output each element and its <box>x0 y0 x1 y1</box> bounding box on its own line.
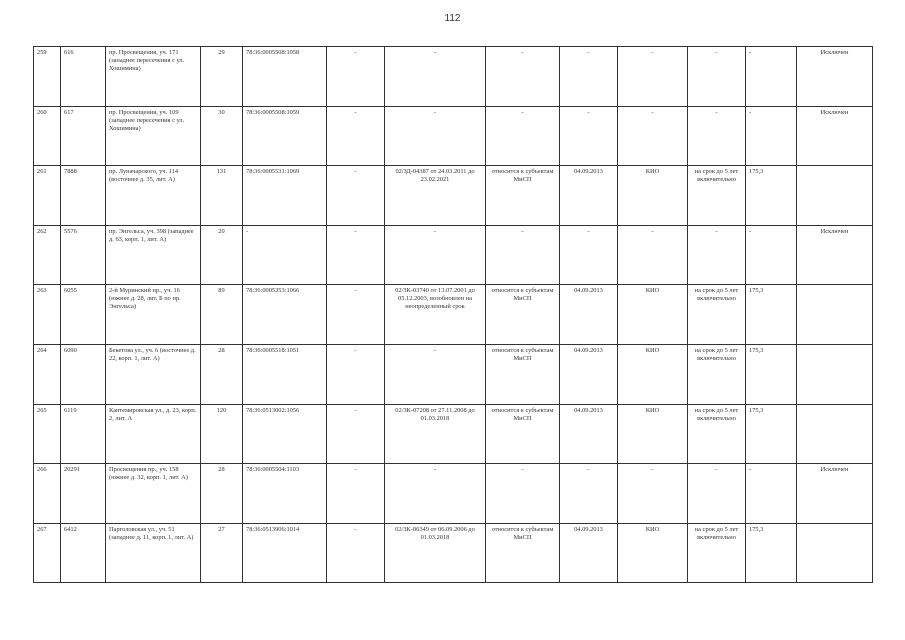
note-cell: Исключен <box>797 106 873 166</box>
object-id-cell: 6090 <box>61 344 106 404</box>
note-cell <box>797 166 873 226</box>
lease-contract-cell: - <box>385 47 486 107</box>
row-number-cell: 263 <box>34 285 61 345</box>
column-6-cell: - <box>327 166 385 226</box>
rate-cell: - <box>746 47 797 107</box>
registry-table <box>33 46 873 583</box>
date-cell: - <box>560 106 618 166</box>
date-cell: - <box>560 464 618 524</box>
lease-term-cell: - <box>688 106 746 166</box>
cadastral-number-cell: 78:36:0005518:1051 <box>243 344 327 404</box>
date-cell: - <box>560 47 618 107</box>
object-id-cell: 6055 <box>61 285 106 345</box>
object-id-cell: 7888 <box>61 166 106 226</box>
object-id-cell: 20291 <box>61 464 106 524</box>
object-id-cell: 6119 <box>61 404 106 464</box>
lease-contract-cell: - <box>385 106 486 166</box>
date-cell: 04.09.2013 <box>560 344 618 404</box>
column-6-cell: - <box>327 225 385 285</box>
authority-cell: - <box>618 225 688 285</box>
rate-cell: 175,3 <box>746 166 797 226</box>
smb-status-cell: относится к субъектам МиСП <box>486 404 560 464</box>
row-number-cell: 267 <box>34 523 61 583</box>
column-6-cell: - <box>327 285 385 345</box>
cadastral-number-cell: 78:36:0005531:1069 <box>243 166 327 226</box>
cadastral-number-cell: 78:36:0005508:1058 <box>243 47 327 107</box>
area-cell: 27 <box>201 523 243 583</box>
address-cell: Бекетова ул., уч. 6 (восточнее д. 22, корп. 1, лит. А) <box>106 344 201 404</box>
table-row <box>34 47 873 107</box>
address-cell: 2-й Муринский пр., уч. 16 (южнее д. 28, лит. Б по пр. Энгельса) <box>106 285 201 345</box>
rate-cell: 175,3 <box>746 523 797 583</box>
cadastral-number-cell: 78:36:0005508:1059 <box>243 106 327 166</box>
note-cell <box>797 285 873 345</box>
lease-term-cell: - <box>688 47 746 107</box>
lease-contract-cell: - <box>385 344 486 404</box>
authority-cell: - <box>618 106 688 166</box>
smb-status-cell: - <box>486 47 560 107</box>
lease-term-cell: на срок до 5 лет включительно <box>688 344 746 404</box>
address-cell: пр. Просвещения, уч. 109 (западнее пересечения с ул. Хошимина) <box>106 106 201 166</box>
row-number-cell: 259 <box>34 47 61 107</box>
cadastral-number-cell: 78:36:0513002:1056 <box>243 404 327 464</box>
area-cell: 28 <box>201 344 243 404</box>
address-cell: Кантемировская ул., д. 23, корп. 2, лит. А <box>106 404 201 464</box>
object-id-cell: 617 <box>61 106 106 166</box>
lease-contract-cell: - <box>385 225 486 285</box>
table-body <box>34 47 873 583</box>
column-6-cell: - <box>327 344 385 404</box>
rate-cell: 175,3 <box>746 344 797 404</box>
date-cell: 04.09.2013 <box>560 166 618 226</box>
lease-term-cell: на срок до 5 лет включительно <box>688 523 746 583</box>
page-number: 112 <box>444 13 461 24</box>
address-cell: пр. Просвещения, уч. 171 (западнее пересечения с ул. Хошимина) <box>106 47 201 107</box>
cadastral-number-cell: 78:36:0513906:1014 <box>243 523 327 583</box>
address-cell: пр. Энгельса, уч. 398 (западнее д. 63, корп. 1, лит. А) <box>106 225 201 285</box>
smb-status-cell: - <box>486 106 560 166</box>
table-row <box>34 404 873 464</box>
note-cell <box>797 404 873 464</box>
cadastral-number-cell: 78:36:0005353:1066 <box>243 285 327 345</box>
note-cell <box>797 523 873 583</box>
rate-cell: 175,3 <box>746 404 797 464</box>
authority-cell: КИО <box>618 166 688 226</box>
authority-cell: КИО <box>618 344 688 404</box>
table-row <box>34 523 873 583</box>
column-6-cell: - <box>327 523 385 583</box>
lease-term-cell: - <box>688 464 746 524</box>
column-6-cell: - <box>327 106 385 166</box>
table-row <box>34 285 873 345</box>
authority-cell: - <box>618 464 688 524</box>
date-cell: 04.09.2013 <box>560 404 618 464</box>
note-cell: Исключен <box>797 47 873 107</box>
lease-term-cell: на срок до 5 лет включительно <box>688 285 746 345</box>
lease-term-cell: - <box>688 225 746 285</box>
rate-cell: - <box>746 106 797 166</box>
smb-status-cell: - <box>486 464 560 524</box>
address-cell: Парголовская ул., уч. 51 (западнее д. 11, корп. 1, лит. А) <box>106 523 201 583</box>
smb-status-cell: относится к субъектам МиСП <box>486 166 560 226</box>
authority-cell: КИО <box>618 523 688 583</box>
area-cell: 28 <box>201 464 243 524</box>
smb-status-cell: - <box>486 225 560 285</box>
address-cell: Просвещения пр., уч. 158 (южнее д. 32, корп. 1, лит. А) <box>106 464 201 524</box>
note-cell <box>797 344 873 404</box>
object-id-cell: 6412 <box>61 523 106 583</box>
lease-term-cell: на срок до 5 лет включительно <box>688 404 746 464</box>
row-number-cell: 264 <box>34 344 61 404</box>
cadastral-number-cell: 78:36:0005504:1103 <box>243 464 327 524</box>
note-cell: Исключен <box>797 464 873 524</box>
column-6-cell: - <box>327 47 385 107</box>
column-6-cell: - <box>327 464 385 524</box>
lease-contract-cell: 02/ЗК-03740 от 13.07.2001 до 05.12.2003, возобновлен на неопределенный срок <box>385 285 486 345</box>
lease-term-cell: на срок до 5 лет включительно <box>688 166 746 226</box>
lease-contract-cell: 02/ЗД-04387 от 24.03.2011 до 23.02.2021 <box>385 166 486 226</box>
smb-status-cell: относится к субъектам МиСП <box>486 285 560 345</box>
row-number-cell: 260 <box>34 106 61 166</box>
table-row <box>34 464 873 524</box>
area-cell: 89 <box>201 285 243 345</box>
smb-status-cell: относится к субъектам МиСП <box>486 344 560 404</box>
area-cell: 131 <box>201 166 243 226</box>
table-row <box>34 166 873 226</box>
lease-contract-cell: - <box>385 464 486 524</box>
authority-cell: - <box>618 47 688 107</box>
date-cell: 04.09.2013 <box>560 523 618 583</box>
row-number-cell: 265 <box>34 404 61 464</box>
row-number-cell: 266 <box>34 464 61 524</box>
row-number-cell: 261 <box>34 166 61 226</box>
authority-cell: КИО <box>618 404 688 464</box>
area-cell: 29 <box>201 47 243 107</box>
cadastral-number-cell: - <box>243 225 327 285</box>
date-cell: - <box>560 225 618 285</box>
table-row <box>34 344 873 404</box>
rate-cell: - <box>746 464 797 524</box>
rate-cell: 175,3 <box>746 285 797 345</box>
object-id-cell: 5576 <box>61 225 106 285</box>
object-id-cell: 616 <box>61 47 106 107</box>
column-6-cell: - <box>327 404 385 464</box>
date-cell: 04.09.2013 <box>560 285 618 345</box>
smb-status-cell: относится к субъектам МиСП <box>486 523 560 583</box>
area-cell: 120 <box>201 404 243 464</box>
lease-contract-cell: 02/ЗК-06349 от 06.09.2006 до 01.03.2018 <box>385 523 486 583</box>
authority-cell: КИО <box>618 285 688 345</box>
area-cell: 30 <box>201 106 243 166</box>
row-number-cell: 262 <box>34 225 61 285</box>
table-row <box>34 225 873 285</box>
note-cell: Исключен <box>797 225 873 285</box>
area-cell: 20 <box>201 225 243 285</box>
address-cell: пр. Луначарского, уч. 114 (восточнее д. 35, лит. А) <box>106 166 201 226</box>
table-row <box>34 106 873 166</box>
rate-cell: - <box>746 225 797 285</box>
lease-contract-cell: 02/ЗК-07208 от 27.11.2008 до 01.03.2018 <box>385 404 486 464</box>
